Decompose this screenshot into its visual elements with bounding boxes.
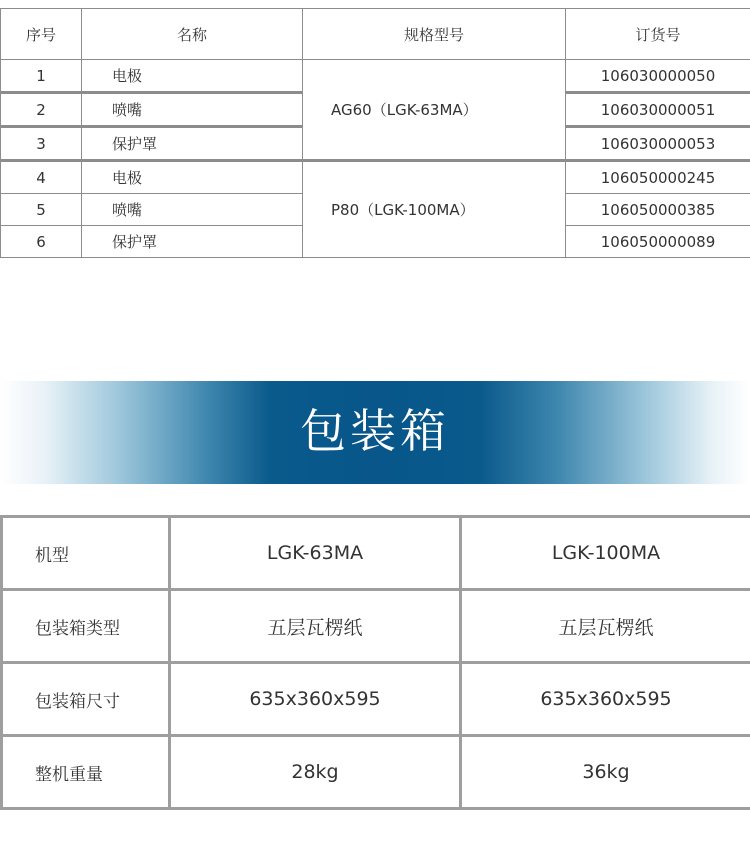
row-value-100ma: 36kg xyxy=(461,736,750,809)
parts-table-section xyxy=(0,8,750,258)
row-order: 106050000245 xyxy=(566,161,750,194)
row-label: 整机重量 xyxy=(2,736,170,809)
table-row xyxy=(1,161,750,194)
row-name: 喷嘴 xyxy=(82,93,303,127)
header-spec: 规格型号 xyxy=(303,9,566,60)
row-name: 保护罩 xyxy=(82,127,303,161)
row-value-63ma: LGK-63MA xyxy=(170,517,461,590)
row-order: 106030000053 xyxy=(566,127,750,161)
row-no: 1 xyxy=(1,60,82,93)
row-value-100ma: 五层瓦楞纸 xyxy=(461,590,750,663)
row-order: 106050000089 xyxy=(566,226,750,258)
row-value-100ma: LGK-100MA xyxy=(461,517,750,590)
table-row xyxy=(2,517,750,590)
table-row xyxy=(2,663,750,736)
section-banner xyxy=(0,381,750,484)
table-row xyxy=(1,60,750,93)
table-row xyxy=(2,590,750,663)
row-value-63ma: 28kg xyxy=(170,736,461,809)
row-value-100ma: 635x360x595 xyxy=(461,663,750,736)
packaging-table xyxy=(0,515,750,810)
row-no: 5 xyxy=(1,194,82,226)
row-label: 包装箱类型 xyxy=(2,590,170,663)
row-name: 电极 xyxy=(82,161,303,194)
parts-table-header xyxy=(1,9,750,60)
row-label: 机型 xyxy=(2,517,170,590)
row-name: 保护罩 xyxy=(82,226,303,258)
row-spec: P80（LGK-100MA） xyxy=(303,161,566,258)
row-value-63ma: 635x360x595 xyxy=(170,663,461,736)
row-name: 电极 xyxy=(82,60,303,93)
header-name: 名称 xyxy=(82,9,303,60)
row-order: 106050000385 xyxy=(566,194,750,226)
header-no: 序号 xyxy=(1,9,82,60)
parts-table xyxy=(0,8,750,258)
row-name: 喷嘴 xyxy=(82,194,303,226)
row-no: 4 xyxy=(1,161,82,194)
row-order: 106030000051 xyxy=(566,93,750,127)
row-spec: AG60（LGK-63MA） xyxy=(303,60,566,161)
row-order: 106030000050 xyxy=(566,60,750,93)
header-order: 订货号 xyxy=(566,9,750,60)
row-no: 6 xyxy=(1,226,82,258)
row-value-63ma: 五层瓦楞纸 xyxy=(170,590,461,663)
row-no: 2 xyxy=(1,93,82,127)
packaging-table-section xyxy=(0,515,750,810)
table-row xyxy=(2,736,750,809)
row-label: 包装箱尺寸 xyxy=(2,663,170,736)
banner-title: 包装箱 xyxy=(300,404,450,458)
row-no: 3 xyxy=(1,127,82,161)
